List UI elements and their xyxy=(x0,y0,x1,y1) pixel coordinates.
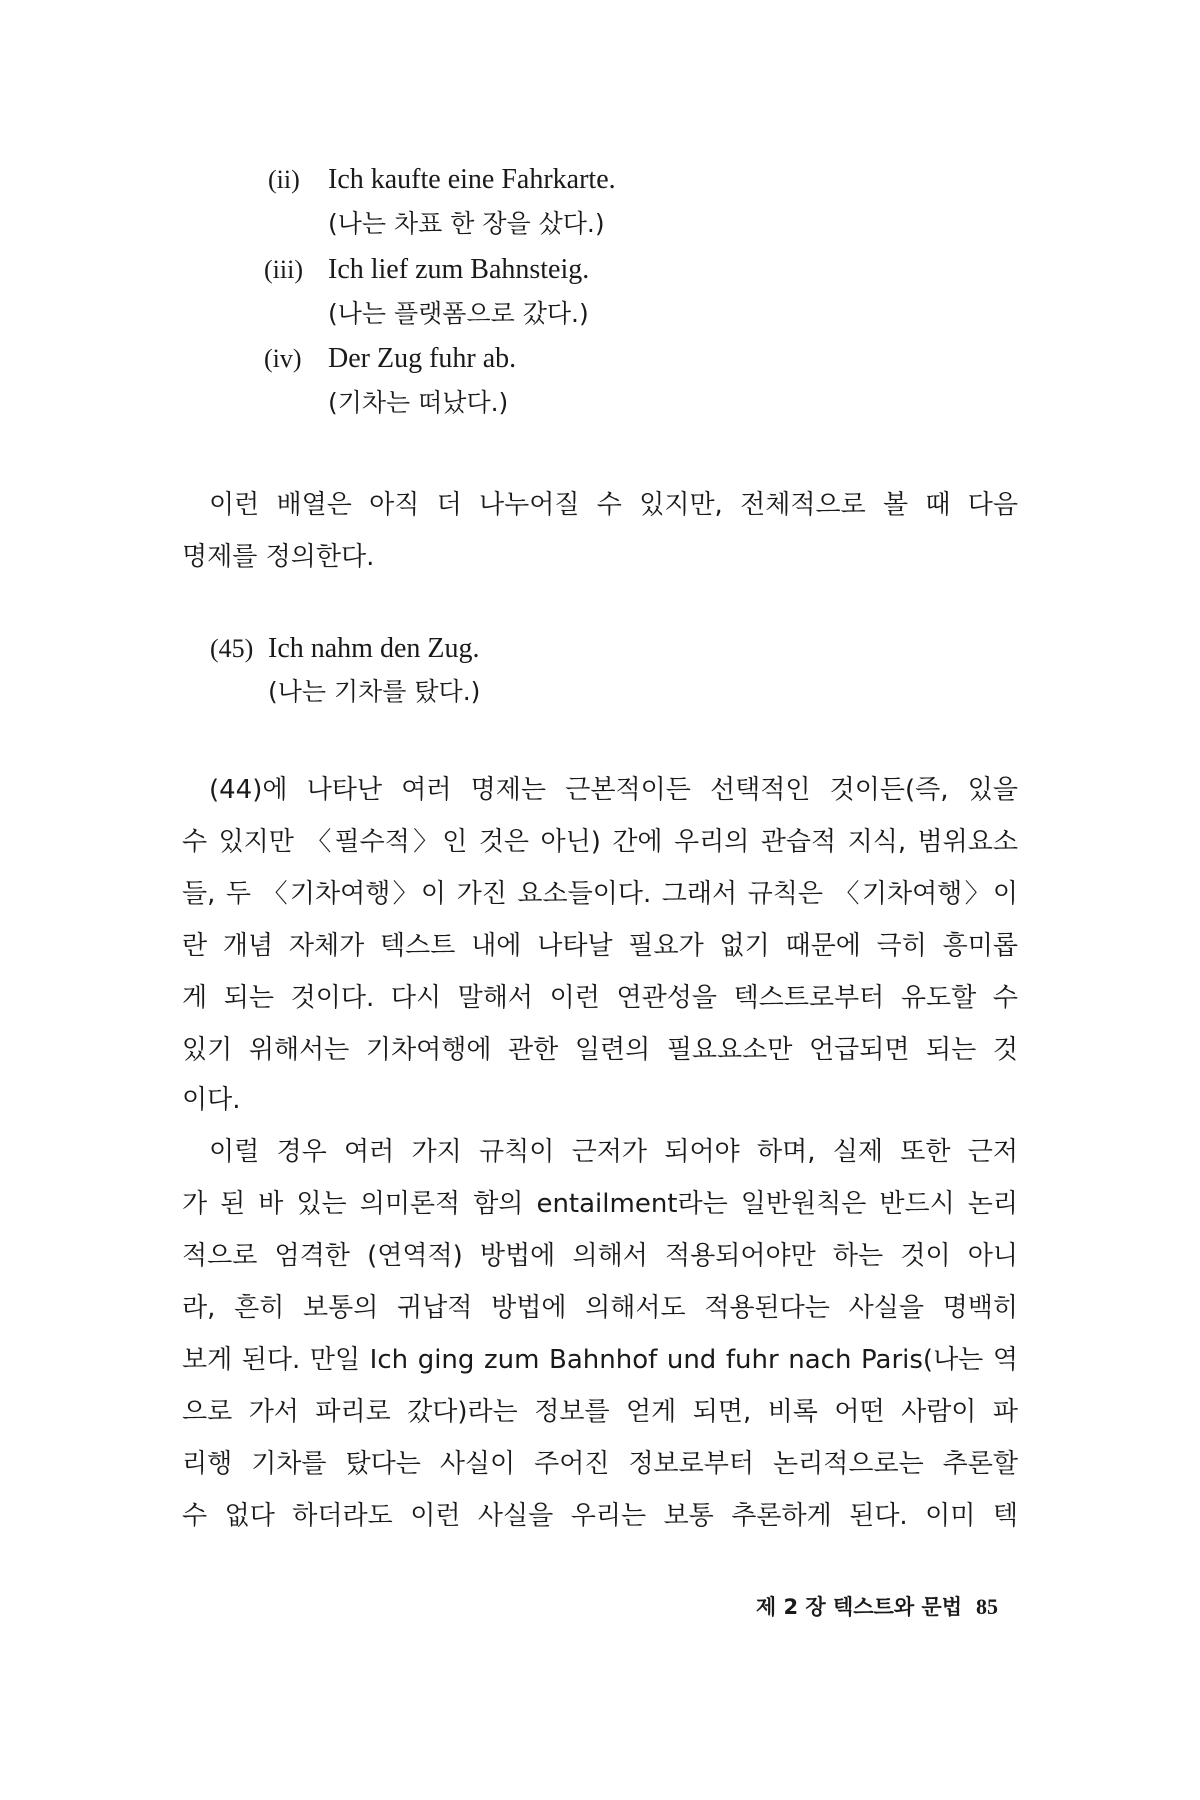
example-korean: (나는 차표 한 장을 샀다.) xyxy=(328,209,605,238)
body-line: 들, 두 〈기차여행〉이 가진 요소들이다. 그래서 규칙은 〈기차여행〉이 xyxy=(182,879,1018,909)
page-number: 85 xyxy=(976,1594,998,1619)
body-line: 리행 기차를 탔다는 사실이 주어진 정보로부터 논리적으로는 추론할 xyxy=(182,1449,1018,1479)
example-number: (ii) xyxy=(268,165,300,194)
body-line: 수 있지만 〈필수적〉인 것은 아닌) 간에 우리의 관습적 지식, 범위요소 xyxy=(182,827,1018,857)
example-number: (45) xyxy=(210,634,254,663)
chapter-title: 제 2 장 텍스트와 문법 xyxy=(755,1595,962,1619)
body-line: 적으로 엄격한 (연역적) 방법에 의해서 적용되어야만 하는 것이 아니 xyxy=(182,1241,1018,1271)
body-line: 게 되는 것이다. 다시 말해서 이런 연관성을 텍스트로부터 유도할 수 xyxy=(182,983,1018,1013)
body-line: 명제를 정의한다. xyxy=(182,542,375,572)
body-line: 있기 위해서는 기차여행에 관한 일련의 필요요소만 언급되면 되는 것 xyxy=(182,1035,1018,1065)
example-korean: (기차는 떠났다.) xyxy=(328,388,509,417)
body-line: 이다. xyxy=(182,1085,241,1115)
example-german: Ich lief zum Bahnsteig. xyxy=(328,254,590,285)
body-line: 라, 흔히 보통의 귀납적 방법에 의해서도 적용된다는 사실을 명백히 xyxy=(182,1293,1018,1323)
body-line: 이런 배열은 아직 더 나누어질 수 있지만, 전체적으로 볼 때 다음 xyxy=(209,490,1018,520)
body-line: 보게 된다. 만일 Ich ging zum Bahnhof und fuhr nach Paris(나는 역 xyxy=(182,1345,1018,1375)
example-german: Ich kaufte eine Fahrkarte. xyxy=(328,164,616,195)
body-line: (44)에 나타난 여러 명제는 근본적이든 선택적인 것이든(즉, 있을 xyxy=(209,775,1018,805)
body-line: 가 된 바 있는 의미론적 함의 entailment라는 일반원칙은 반드시 논리 xyxy=(182,1189,1018,1219)
example-german: Der Zug fuhr ab. xyxy=(328,343,517,374)
body-line: 으로 가서 파리로 갔다)라는 정보를 얻게 되면, 비록 어떤 사람이 파 xyxy=(182,1397,1018,1427)
body-line: 이럴 경우 여러 가지 규칙이 근저가 되어야 하며, 실제 또한 근저 xyxy=(209,1137,1018,1167)
body-line: 란 개념 자체가 텍스트 내에 나타날 필요가 없기 때문에 극히 흥미롭 xyxy=(182,931,1018,961)
example-german: Ich nahm den Zug. xyxy=(268,633,480,664)
body-line: 수 없다 하더라도 이런 사실을 우리는 보통 추론하게 된다. 이미 텍 xyxy=(182,1501,1018,1531)
example-number: (iv) xyxy=(264,344,302,373)
example-korean: (나는 기차를 탔다.) xyxy=(268,677,481,706)
running-footer xyxy=(756,1592,998,1622)
example-korean: (나는 플랫폼으로 갔다.) xyxy=(328,299,589,328)
example-number: (iii) xyxy=(264,255,303,284)
